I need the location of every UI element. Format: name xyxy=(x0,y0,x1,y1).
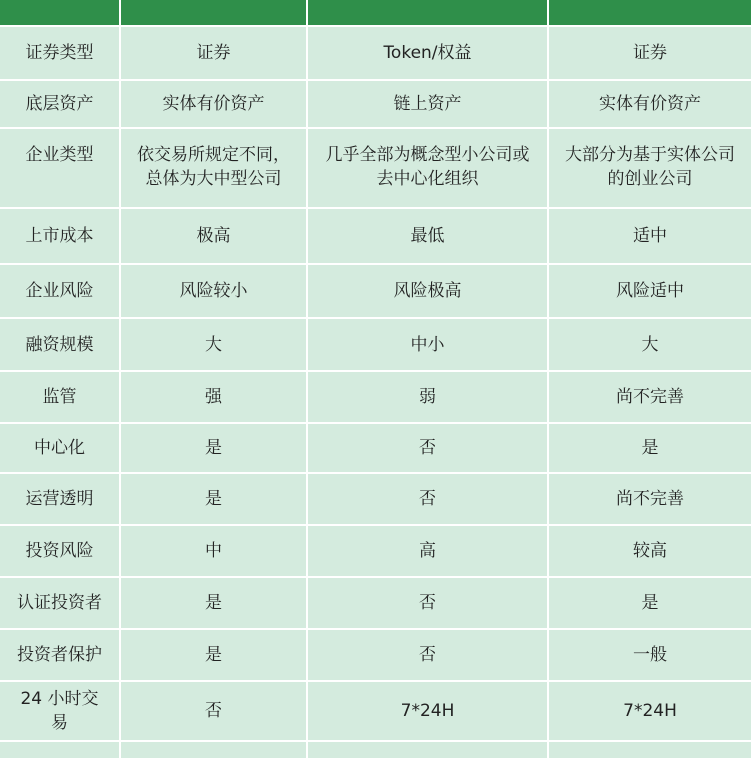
row-label: 24 小时交易 xyxy=(0,682,121,740)
table-cell: 否 xyxy=(308,424,549,472)
row-label: 中心化 xyxy=(0,424,121,472)
table-cell: 尚不完善 xyxy=(616,387,684,407)
table-row xyxy=(0,372,751,424)
row-label: 投资风险 xyxy=(0,526,121,576)
table-header-row xyxy=(0,0,751,27)
row-label: 企业类型 xyxy=(0,129,121,207)
row-label: 证券类型 xyxy=(0,27,121,79)
table-cell: 风险适中 xyxy=(616,281,684,301)
table-cell: 适中 xyxy=(633,226,667,246)
table-row-partial xyxy=(0,742,751,758)
table-cell: 是 xyxy=(121,424,308,472)
table-cell: 否 xyxy=(308,474,549,524)
table-row xyxy=(0,265,751,319)
table-cell: 链上资产 xyxy=(308,81,549,127)
table-cell: 弱 xyxy=(308,372,549,422)
table-row xyxy=(0,424,751,474)
row-label: 底层资产 xyxy=(0,81,121,127)
table-cell: 实体有价资产 xyxy=(121,81,308,127)
table-cell: 较高 xyxy=(633,541,667,561)
table-cell: 是 xyxy=(121,578,308,628)
row-label: 融资规模 xyxy=(0,319,121,370)
table-cell xyxy=(308,742,549,758)
header-cell xyxy=(0,0,121,25)
row-label: 监管 xyxy=(0,372,121,422)
table-row xyxy=(0,578,751,630)
row-label: 认证投资者 xyxy=(0,578,121,628)
table-row xyxy=(0,630,751,682)
table-cell xyxy=(0,742,121,758)
header-cell xyxy=(308,0,549,25)
table-cell: 强 xyxy=(121,372,308,422)
table-cell: 是 xyxy=(121,630,308,680)
table-cell: 风险较小 xyxy=(121,265,308,317)
table-cell: Token/权益 xyxy=(308,27,549,79)
table-row xyxy=(0,682,751,742)
table-cell: 是 xyxy=(121,474,308,524)
table-cell: 是 xyxy=(641,593,659,613)
row-label: 运营透明 xyxy=(0,474,121,524)
table-cell: 否 xyxy=(308,630,549,680)
table-row xyxy=(0,526,751,578)
table-cell: 中 xyxy=(121,526,308,576)
table-cell: 最低 xyxy=(308,209,549,263)
table-cell: 实体有价资产 xyxy=(599,94,701,114)
table-cell: 大 xyxy=(641,334,659,355)
table-cell: 一般 xyxy=(633,645,667,665)
table-cell: 否 xyxy=(121,682,308,740)
table-cell: 几乎全部为概念型小公司或去中心化组织 xyxy=(308,129,549,207)
table-cell: 否 xyxy=(308,578,549,628)
table-cell: 是 xyxy=(641,438,659,458)
table-cell: 依交易所规定不同，总体为大中型公司 xyxy=(121,129,308,207)
table-row xyxy=(0,474,751,526)
table-cell: 中小 xyxy=(308,319,549,370)
table-cell: 证券 xyxy=(121,27,308,79)
table-row xyxy=(0,209,751,265)
table-cell: 高 xyxy=(308,526,549,576)
table-row xyxy=(0,81,751,129)
table-row xyxy=(0,27,751,81)
table-cell: 证券 xyxy=(633,43,667,63)
table-row xyxy=(0,129,751,209)
table-cell: 大部分为基于实体公司的创业公司 xyxy=(565,145,735,189)
table-cell: 7*24H xyxy=(623,701,677,721)
table-cell: 尚不完善 xyxy=(616,489,684,509)
row-label: 上市成本 xyxy=(0,209,121,263)
row-label: 投资者保护 xyxy=(0,630,121,680)
table-cell: 大 xyxy=(121,319,308,370)
row-label: 企业风险 xyxy=(0,265,121,317)
table-cell: 7*24H xyxy=(308,682,549,740)
table-cell xyxy=(121,742,308,758)
header-cell xyxy=(549,0,751,25)
table-cell xyxy=(549,742,751,758)
header-cell xyxy=(121,0,308,25)
table-cell: 风险极高 xyxy=(308,265,549,317)
table-cell: 极高 xyxy=(121,209,308,263)
table-row xyxy=(0,319,751,372)
